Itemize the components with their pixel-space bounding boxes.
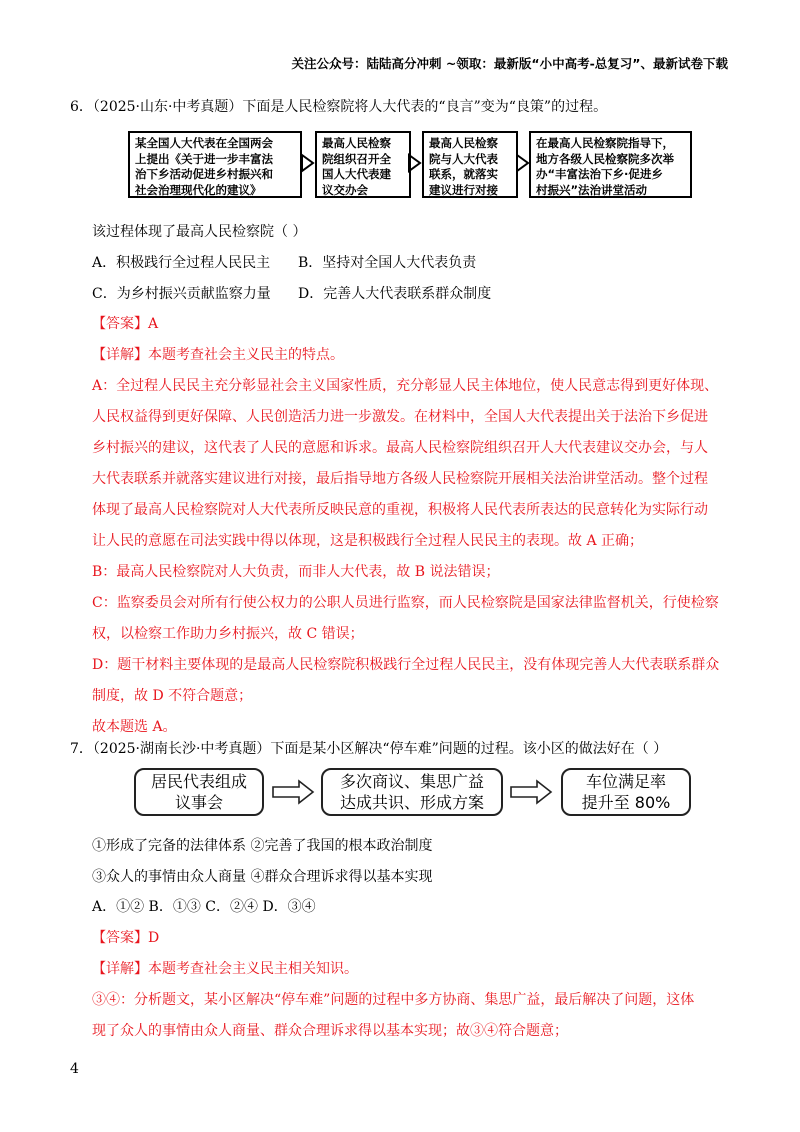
q6-analysis-line: 大代表联系并就落实建议进行对接，最后指导地方各级人民检察院开展相关法治讲堂活动。整个过程: [92, 471, 708, 487]
flow-line: 最高人民检察: [429, 136, 498, 150]
flow-line: 提升至 80%: [581, 793, 671, 812]
q6-flow-step-3: [422, 131, 518, 198]
q6-flow-step-4: [529, 131, 692, 198]
flow-line: 办“丰富法治下乡·促进乡: [536, 167, 663, 181]
q6-analysis-line: 【详解】本题考查社会主义民主的特点。: [92, 347, 344, 363]
flow-line: 最高人民检察: [322, 136, 391, 150]
q6-analysis-line: 让人民的意愿在司法实践中得以体现，这是积极践行全过程人民民主的表现。故 A 正确；: [92, 533, 644, 549]
flow-line: 治下乡活动促进乡村振兴和: [135, 167, 273, 181]
q7-analysis-line: 【详解】本题考查社会主义民主相关知识。: [92, 961, 358, 977]
q6-option-b: B．坚持对全国人大代表负责: [298, 255, 477, 271]
flow-line: 院组织召开全: [322, 151, 391, 166]
arrow-right-icon: [509, 778, 553, 806]
arrow-right-icon: [516, 153, 530, 173]
flow-line: 车位满足率: [585, 772, 666, 791]
q6-analysis-line: B：最高人民检察院对人大负责，而非人大代表，故 B 说法错误；: [92, 564, 500, 580]
flow-line: 地方各级人民检察院多次举: [536, 151, 674, 166]
q7-flow-diagram: [134, 768, 694, 820]
flow-line: 建议进行对接: [429, 182, 498, 197]
flow-line: 院与人大代表: [429, 151, 498, 166]
flow-line: 联系，就落实: [429, 167, 498, 181]
q6-option-c: C．为乡村振兴贡献监察力量: [92, 286, 271, 302]
arrow-right-icon: [271, 778, 315, 806]
q6-analysis-line: 权，以检察工作助力乡村振兴，故 C 错误；: [92, 626, 364, 642]
flow-line: 多次商议、集思广益: [339, 772, 484, 791]
q6-option-a: A．积极践行全过程人民民主: [92, 255, 271, 271]
q7-options: A．①② B．①③ C．②④ D．③④: [92, 899, 316, 915]
q7-answer: 【答案】D: [92, 930, 160, 946]
flow-line: 某全国人大代表在全国两会: [135, 136, 273, 150]
q6-analysis-line: 制度，故 D 不符合题意；: [92, 688, 253, 704]
q6-analysis-line: 乡村振兴的建议，这代表了人民的意愿和诉求。最高人民检察院组织召开人大代表建议交办会，与人: [92, 440, 708, 456]
q6-flow-step-1: [128, 131, 302, 198]
q6-answer: 【答案】A: [92, 316, 159, 332]
flow-line: 社会治理现代化的建议》: [135, 182, 262, 197]
q7-stem: 7．（2025·湖南长沙·中考真题）下面是某小区解决“停车难”问题的过程。该小区的做法好在（ ）: [70, 741, 668, 757]
flow-line: 村振兴”法治讲堂活动: [536, 182, 648, 197]
q6-analysis-line: 故本题选 A。: [92, 719, 177, 735]
q7-analysis-line: 现了众人的事情由众人商量、群众合理诉求得以基本实现；故③④符合题意；: [92, 1023, 568, 1039]
flow-line: 达成共识、形成方案: [339, 793, 484, 812]
q7-flow-step-1: [134, 768, 264, 816]
q7-flow-step-2: [321, 768, 503, 816]
flow-line: 在最高人民检察院指导下，: [536, 136, 674, 150]
q6-question: 该过程体现了最高人民检察院（ ）: [92, 224, 307, 240]
flow-line: 居民代表组成: [150, 772, 247, 791]
q7-items-line: ③众人的事情由众人商量 ④群众合理诉求得以基本实现: [92, 869, 433, 885]
q6-option-d: D．完善人大代表联系群众制度: [298, 286, 492, 302]
q6-analysis-line: 人民权益得到更好保障、人民创造活力进一步激发。在材料中，全国人大代表提出关于法治下乡促进: [92, 409, 708, 425]
flow-line: 议事会: [174, 793, 223, 812]
flow-line: 上提出《关于进一步丰富法: [135, 151, 273, 166]
q6-stem: 6．（2025·山东·中考真题）下面是人民检察院将人大代表的“良言”变为“良策”的过程。: [70, 99, 608, 115]
page-number: 4: [70, 1061, 79, 1077]
q6-analysis-line: 体现了最高人民检察院对人大代表所反映民意的重视，积极将人民代表所表达的民意转化为实际行动: [92, 502, 708, 518]
page-header: 关注公众号：陆陆高分冲刺 ~领取：最新版“小中高考-总复习”、最新试卷下载: [291, 56, 728, 71]
arrow-right-icon: [408, 153, 422, 173]
flow-line: 国人大代表建: [322, 167, 391, 181]
q6-flow-diagram: [128, 131, 693, 204]
q6-analysis-line: D：题干材料主要体现的是最高人民检察院积极践行全过程人民民主，没有体现完善人大代表联系群众: [92, 657, 720, 673]
q7-flow-step-3: [561, 768, 691, 816]
q6-analysis-line: C：监察委员会对所有行使公权力的公职人员进行监察，而人民检察院是国家法律监督机关，行使检察: [92, 595, 719, 611]
q7-analysis-line: ③④：分析题文，某小区解决“停车难”问题的过程中多方协商、集思广益，最后解决了问题，这体: [92, 992, 695, 1008]
q6-flow-step-2: [315, 131, 411, 198]
q6-analysis-line: A：全过程人民民主充分彰显社会主义国家性质，充分彰显人民主体地位，使人民意志得到更好体现、: [92, 378, 719, 394]
flow-line: 议交办会: [322, 182, 368, 197]
arrow-right-icon: [301, 153, 315, 173]
q7-items-line: ①形成了完备的法律体系 ②完善了我国的根本政治制度: [92, 838, 433, 854]
